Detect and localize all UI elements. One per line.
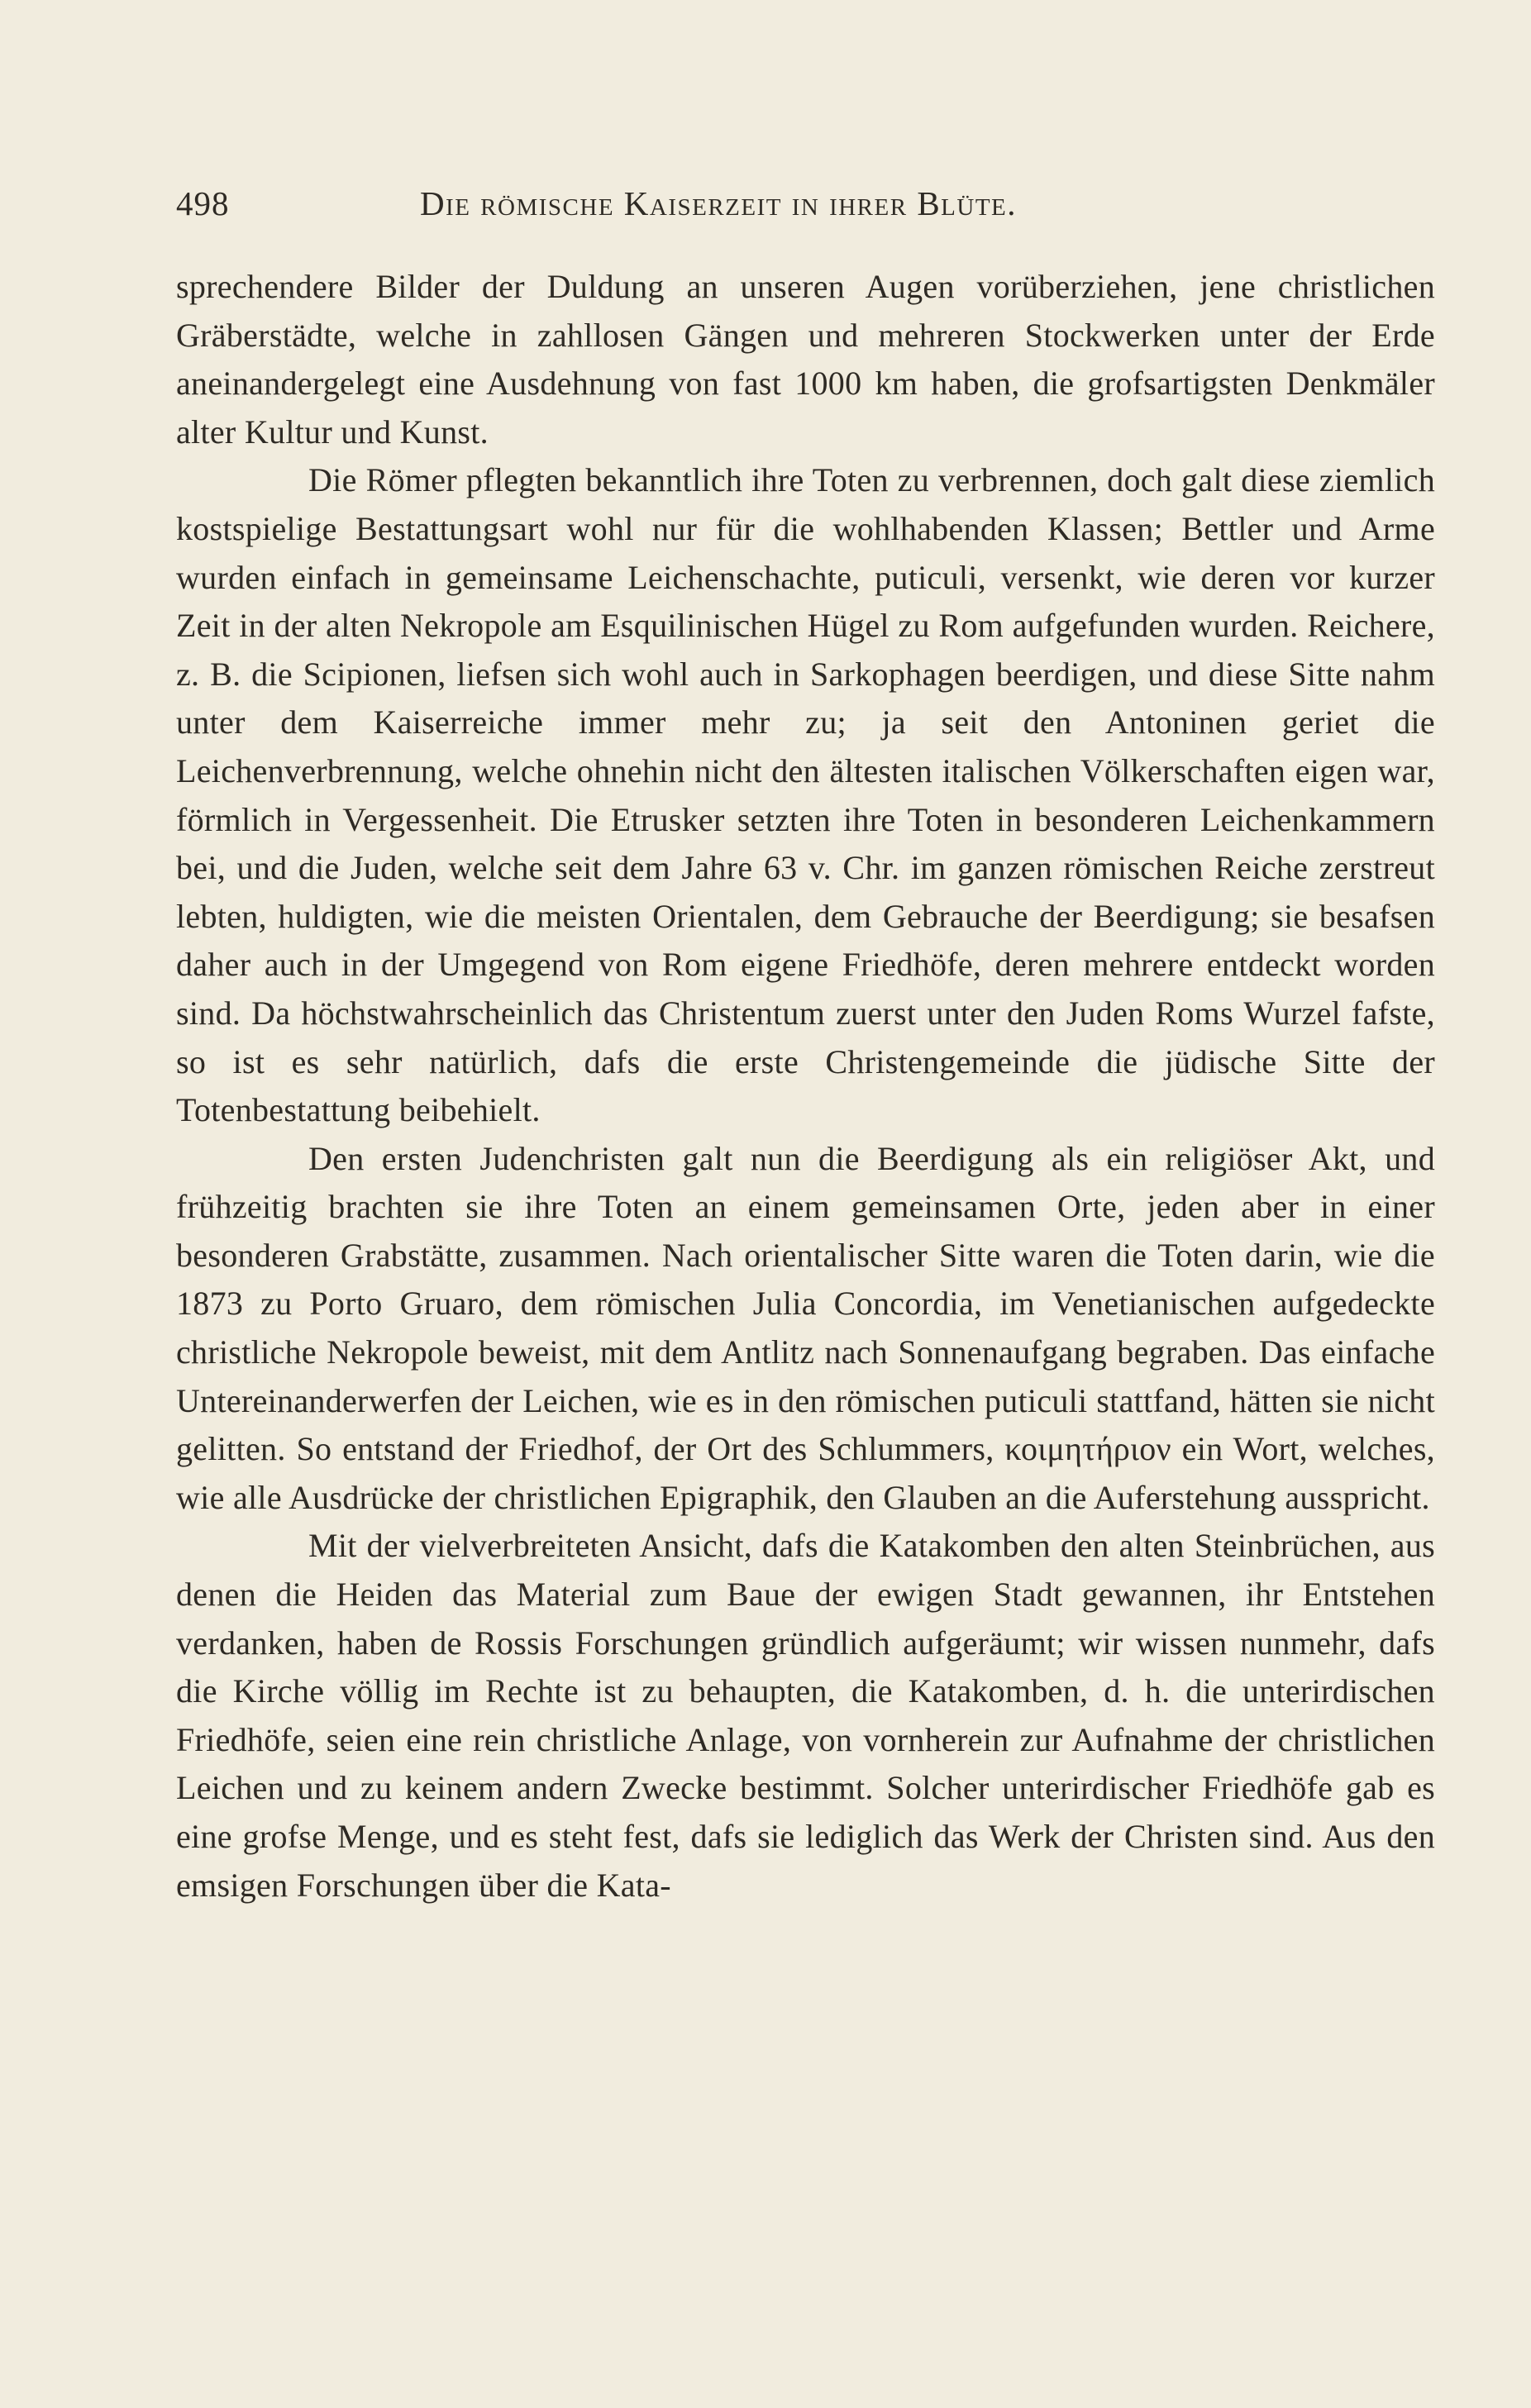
- paragraph: Mit der vielverbreiteten Ansicht, dafs die Katakomben den alten Steinbrüchen, aus denen die Heiden das Material zum Baue der ewigen Stadt gewannen, ihr Entstehen verdanken, haben de Rossis Forschungen gründlich aufgeräumt; wir wissen nunmehr, dafs die Kirche völlig im Rechte ist zu behaupten, die Katakomben, d. h. die unterirdischen Friedhöfe, seien eine rein christliche Anlage, von vornherein zur Aufnahme der christlichen Leichen und zu keinem andern Zwecke bestimmt. Solcher unterirdischer Friedhöfe gab es eine grofse Menge, und es steht fest, dafs sie lediglich das Werk der Christen sind. Aus den emsigen Forschungen über die Kata-: [176, 1527, 1435, 1904]
- page-header: [176, 184, 1195, 233]
- paragraph-continuation: sprechendere Bilder der Duldung an unseren Augen vorüberziehen, jene christlichen Gräberstädte, welche in zahllosen Gängen und mehreren Stockwerken unter der Erde aneinandergelegt eine Ausdehnung von fast 1000 km haben, die grofsartigsten Denkmäler alter Kultur und Kunst.: [176, 268, 1435, 451]
- paragraph: Den ersten Judenchristen galt nun die Beerdigung als ein religiöser Akt, und frühzeitig brachten sie ihre Toten an einem gemeinsamen Orte, jeden aber in einer besonderen Grabstätte, zusammen. Nach orientalischer Sitte waren die Toten darin, wie die 1873 zu Porto Gruaro, dem römischen Julia Concordia, im Venetianischen aufgedeckte christliche Nekropole beweist, mit dem Antlitz nach Sonnenaufgang begraben. Das einfache Untereinanderwerfen der Leichen, wie es in den römischen puticuli stattfand, hätten sie nicht gelitten. So entstand der Friedhof, der Ort des Schlummers, κοιμητήριον ein Wort, welches, wie alle Ausdrücke der christlichen Epigraphik, den Glauben an die Auferstehung ausspricht.: [176, 1139, 1435, 1516]
- paragraph: Die Römer pflegten bekanntlich ihre Toten zu verbrennen, doch galt diese ziemlich kostspielige Bestattungsart wohl nur für die wohlhabenden Klassen; Bettler und Arme wurden einfach in gemeinsame Leichenschachte, puticuli, versenkt, wie deren vor kurzer Zeit in der alten Nekropole am Esquilinischen Hügel zu Rom aufgefunden wurden. Reichere, z. B. die Scipionen, liefsen sich wohl auch in Sarkophagen beerdigen, und diese Sitte nahm unter dem Kaiserreiche immer mehr zu; ja seit den Antoninen geriet die Leichenverbrennung, welche ohnehin nicht den ältesten italischen Völkerschaften eigen war, förmlich in Vergessenheit. Die Etrusker setzten ihre Toten in besonderen Leichenkammern bei, und die Juden, welche seit dem Jahre 63 v. Chr. im ganzen römischen Reiche zerstreut lebten, huldigten, wie die meisten Orientalen, dem Gebrauche der Beerdigung; sie besafsen daher auch in der Umgegend von Rom eigene Friedhöfe, deren mehrere entdeckt worden sind. Da höchstwahrscheinlich das Christentum zuerst unter den Juden Roms Wurzel fafste, so ist es sehr natürlich, dafs die erste Christengemeinde die jüdische Sitte der Totenbestattung beibehielt.: [176, 461, 1435, 1129]
- running-title: Die römische Kaiserzeit in ihrer Blüte.: [419, 184, 1018, 222]
- page-number: 498: [176, 184, 230, 222]
- body-text: [176, 263, 1435, 1910]
